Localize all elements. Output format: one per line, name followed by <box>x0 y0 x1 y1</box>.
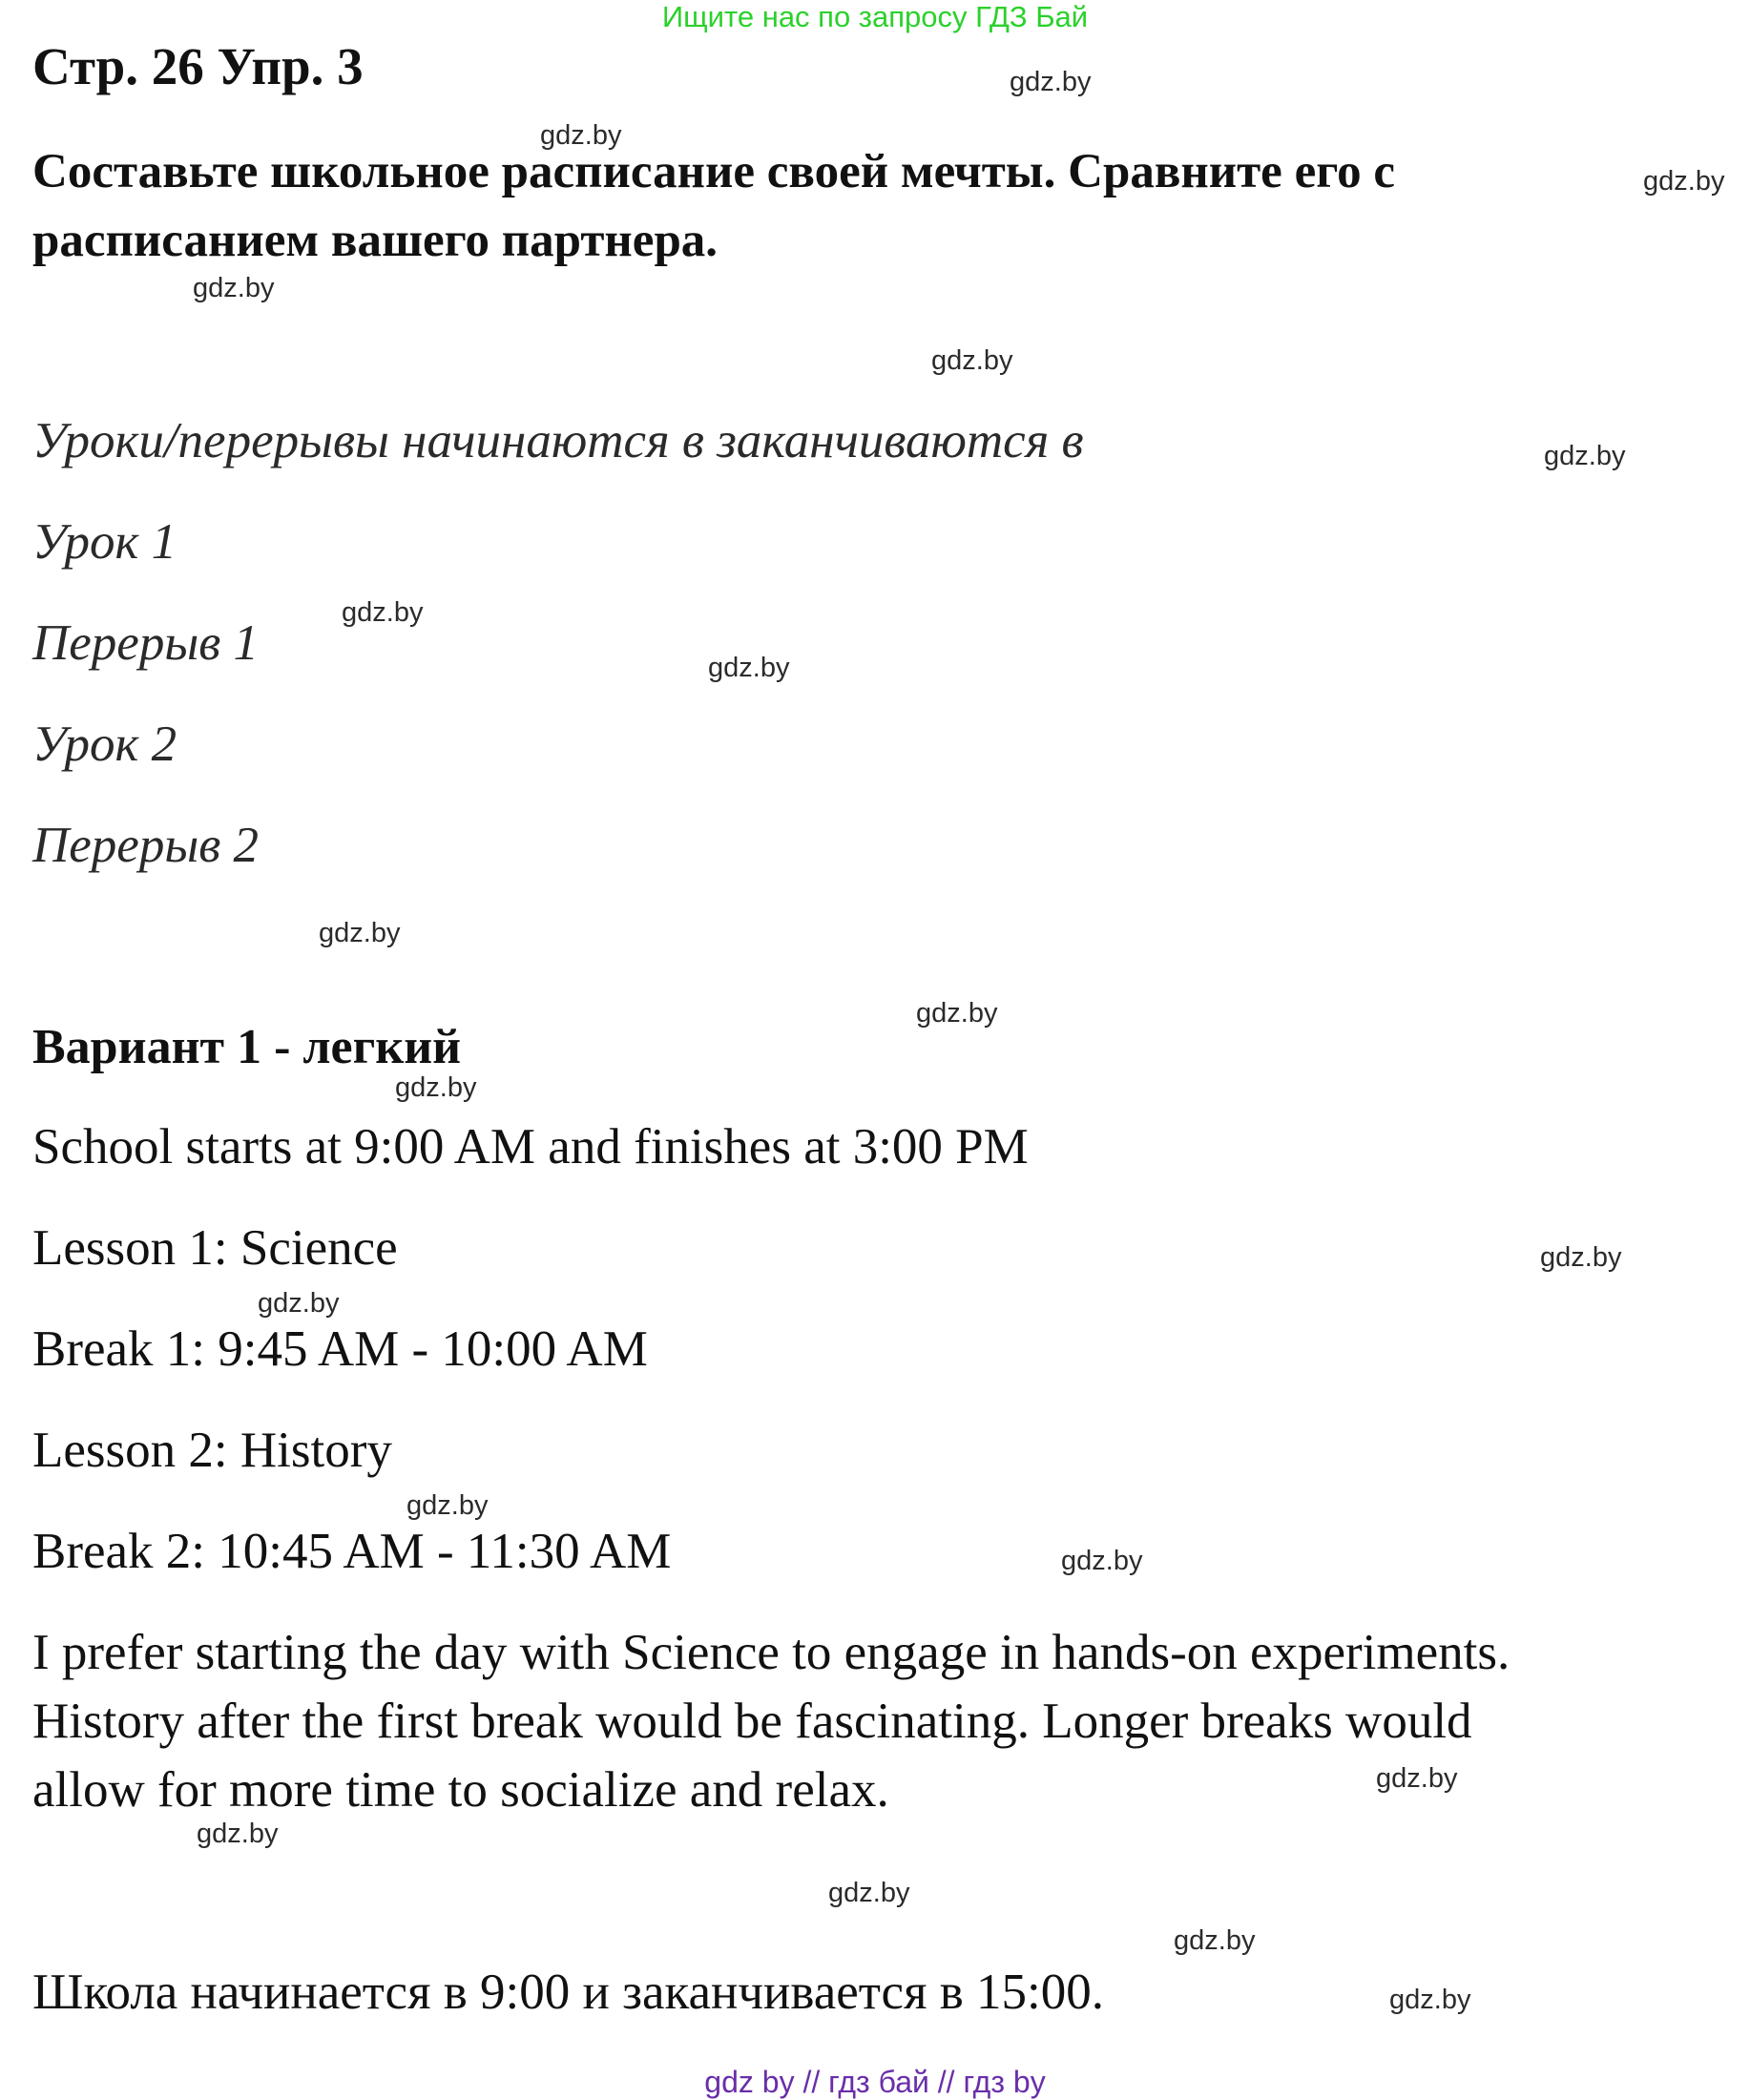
top-banner: Ищите нас по запросу ГДЗ Бай <box>661 0 1089 33</box>
watermark: gdz.by <box>1061 1546 1143 1576</box>
watermark: gdz.by <box>540 120 622 151</box>
watermark: gdz.by <box>319 918 401 948</box>
watermark: gdz.by <box>1540 1242 1622 1273</box>
watermark: gdz.by <box>395 1072 477 1103</box>
watermark: gdz.by <box>1376 1763 1458 1794</box>
watermark: gdz.by <box>1174 1925 1256 1956</box>
translation-line: Школа начинается в 9:00 и заканчивается в 15:00. <box>32 1965 1104 2020</box>
watermark: gdz.by <box>1643 166 1725 197</box>
page-heading: Стр. 26 Упр. 3 <box>32 37 364 95</box>
footer-links: gdz by // гдз бай // гдз by <box>704 2065 1046 2099</box>
template-line-break-1: Перерыв 1 <box>32 615 259 671</box>
schedule-line-break-1: Break 1: 9:45 AM - 10:00 AM <box>32 1321 648 1377</box>
template-line-lesson-1: Урок 1 <box>32 514 177 570</box>
schedule-line-lesson-1: Lesson 1: Science <box>32 1220 398 1276</box>
template-line-lesson-2: Урок 2 <box>32 717 177 772</box>
variant-title: Вариант 1 - легкий <box>32 1020 462 1074</box>
explanation-line-2: History after the first break would be fascinating. Longer breaks would <box>32 1694 1472 1749</box>
watermark: gdz.by <box>258 1288 340 1319</box>
explanation-line-3: allow for more time to socialize and relax. <box>32 1762 889 1818</box>
watermark: gdz.by <box>708 653 790 683</box>
watermark: gdz.by <box>828 1878 910 1908</box>
watermark: gdz.by <box>931 345 1013 376</box>
template-line-break-2: Перерыв 2 <box>32 818 259 873</box>
task-line-2: расписанием вашего партнера. <box>32 214 719 267</box>
watermark: gdz.by <box>197 1819 279 1849</box>
schedule-line-times: School starts at 9:00 AM and finishes at 3:00 PM <box>32 1119 1029 1175</box>
watermark: gdz.by <box>1010 67 1092 97</box>
watermark: gdz.by <box>342 597 424 628</box>
watermark: gdz.by <box>1544 441 1626 471</box>
explanation-line-1: I prefer starting the day with Science to engage in hands-on experiments. <box>32 1625 1510 1680</box>
watermark: gdz.by <box>193 273 275 303</box>
task-line-1: Составьте школьное расписание своей мечты. Сравните его с <box>32 145 1395 198</box>
schedule-line-break-2: Break 2: 10:45 AM - 11:30 AM <box>32 1524 672 1579</box>
watermark: gdz.by <box>916 998 998 1029</box>
watermark: gdz.by <box>406 1490 489 1521</box>
template-line-times: Уроки/перерывы начинаются в заканчиваются в <box>32 413 1084 468</box>
schedule-line-lesson-2: Lesson 2: History <box>32 1423 392 1478</box>
watermark: gdz.by <box>1389 1985 1471 2015</box>
